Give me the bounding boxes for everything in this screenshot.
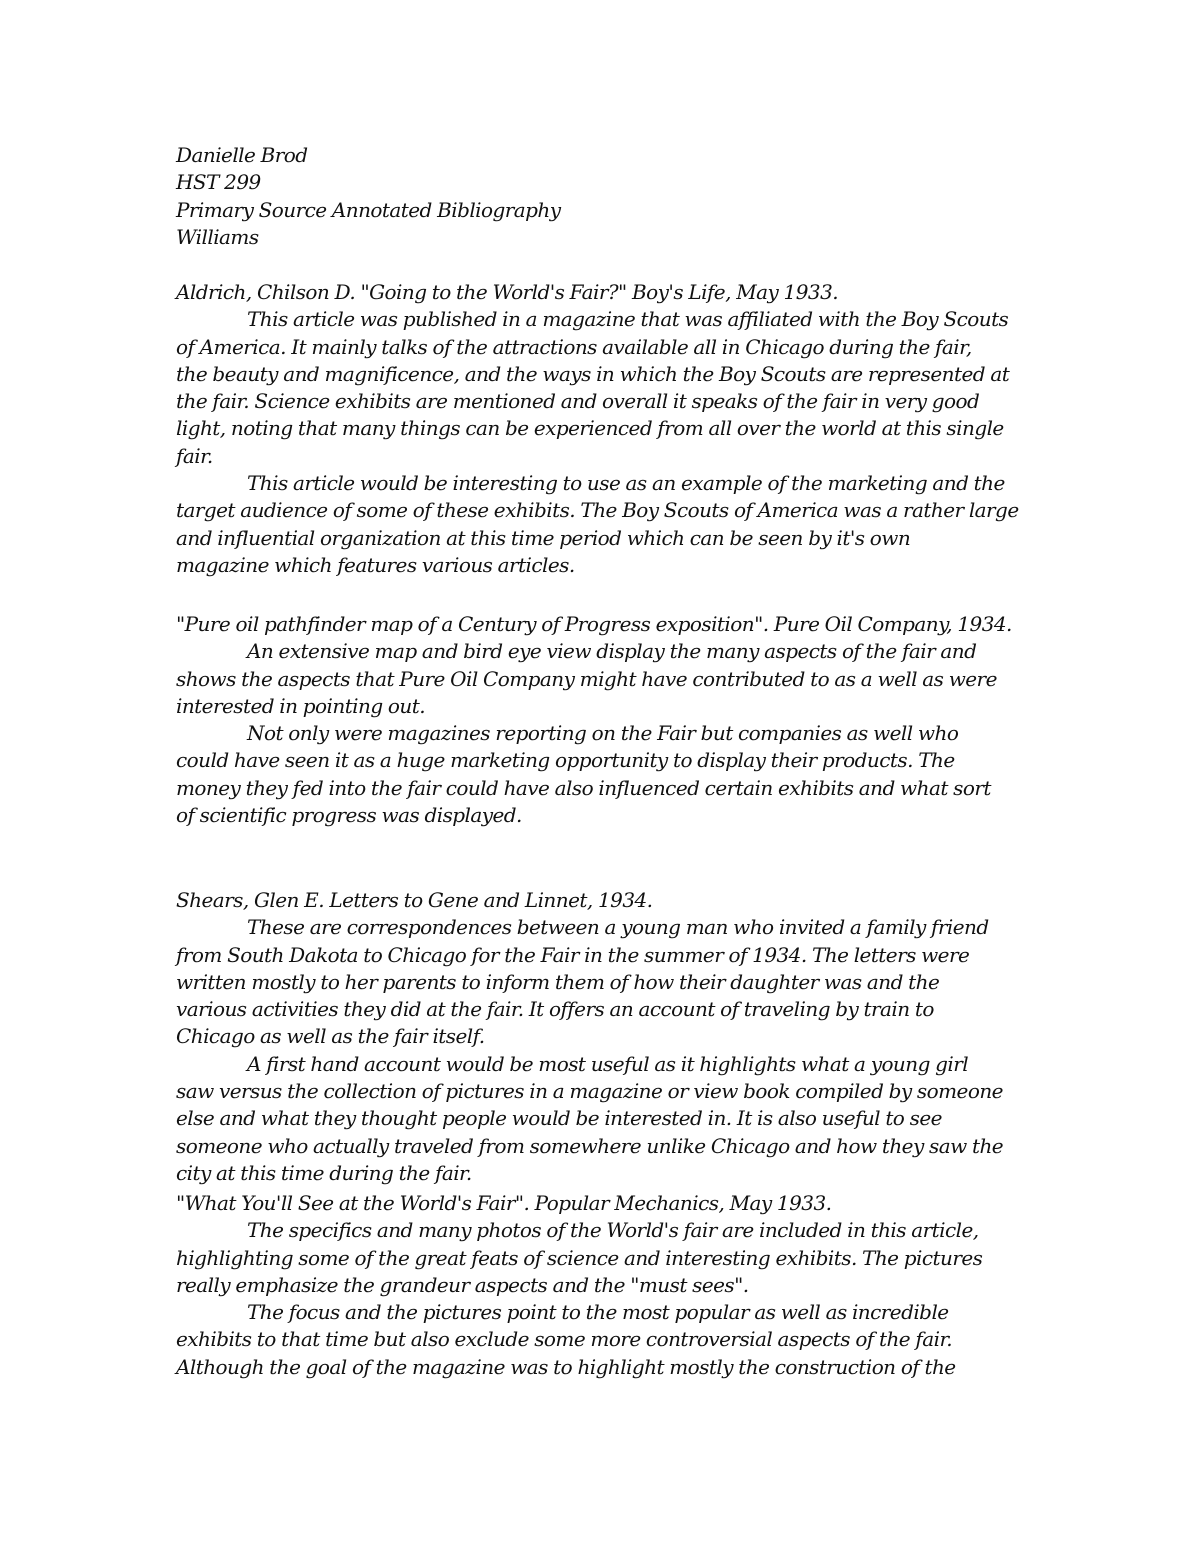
entry-text-line: of America. It mainly talks of the attractions available all in Chicago during the fair, [176, 334, 972, 359]
entry-text-line: This article was published in a magazine that was affiliated with the Boy Scouts [247, 307, 1009, 332]
entry-text-line: The focus and the pictures point to the most popular as well as incredible [247, 1300, 949, 1325]
entry-text-line: the beauty and magnificence, and the ways in which the Boy Scouts are represented at [176, 361, 1010, 386]
entry-text-line: shows the aspects that Pure Oil Company might have contributed to as a well as were [176, 666, 997, 691]
course-code: HST 299 [176, 170, 261, 195]
entry-text-line: The specifics and many photos of the World's fair are included in this article, [247, 1218, 979, 1243]
entry-text-line: Not only were magazines reporting on the Fair but companies as well who [247, 721, 959, 746]
document-header [176, 142, 1036, 251]
entry-text-line: A first hand account would be most useful as it highlights what a young girl [247, 1051, 969, 1076]
entry-citation: Shears, Glen E. Letters to Gene and Linnet, 1934. [176, 888, 653, 912]
entry-text-line: Chicago as well as the fair itself. [176, 1024, 485, 1049]
entry-text-line: various activities they did at the fair. It offers an account of traveling by train to [176, 997, 934, 1022]
assignment-title: Primary Source Annotated Bibliography [176, 197, 561, 222]
entry-text-line: else and what they thought people would be interested in. It is also useful to see [176, 1106, 942, 1131]
entry-text-line: fair. [176, 443, 213, 468]
entry-text-line: These are correspondences between a young man who invited a family friend [247, 915, 989, 940]
bibliography-entry-aldrich [176, 279, 1036, 579]
entry-text-line: could have seen it as a huge marketing opportunity to display their products. The [176, 748, 955, 773]
bibliography-entry-shears [176, 887, 1036, 1187]
entry-text-line: written mostly to her parents to inform them of how their daughter was and the [176, 969, 940, 994]
entry-text-line: magazine which features various articles. [176, 552, 575, 577]
author-name: Danielle Brod [176, 143, 308, 167]
entry-text-line: highlighting some of the great feats of science and interesting exhibits. The pictures [176, 1245, 983, 1270]
bibliography-entry-popular-mechanics [176, 1190, 1036, 1381]
entry-citation: "Pure oil pathfinder map of a Century of Progress exposition". Pure Oil Company, 1934. [176, 612, 1012, 636]
entry-text-line: from South Dakota to Chicago for the Fair in the summer of 1934. The letters were [176, 942, 970, 967]
entry-citation: "What You'll See at the World's Fair". Popular Mechanics, May 1933. [176, 1191, 832, 1215]
entry-text-line: saw versus the collection of pictures in a magazine or view book compiled by someone [176, 1079, 1003, 1104]
entry-text-line: exhibits to that time but also exclude some more controversial aspects of the fair. [176, 1327, 953, 1352]
entry-text-line: Although the goal of the magazine was to highlight mostly the construction of the [176, 1354, 956, 1379]
entry-citation: Aldrich, Chilson D. "Going to the World's Fair?" Boy's Life, May 1933. [176, 280, 839, 304]
bibliography-entry-pure-oil [176, 611, 1036, 829]
entry-text-line: target audience of some of these exhibits. The Boy Scouts of America was a rather large [176, 498, 1019, 523]
entry-text-line: the fair. Science exhibits are mentioned and overall it speaks of the fair in very good [176, 389, 980, 414]
entry-text-line: This article would be interesting to use as an example of the marketing and the [247, 471, 1005, 496]
entry-text-line: of scientific progress was displayed. [176, 803, 522, 828]
instructor-name: Williams [176, 224, 259, 249]
entry-text-line: and influential organization at this time period which can be seen by it's own [176, 525, 911, 550]
entry-text-line: light, noting that many things can be experienced from all over the world at this single [176, 416, 1004, 441]
entry-text-line: city at this time during the fair. [176, 1160, 472, 1185]
entry-text-line: someone who actually traveled from somewhere unlike Chicago and how they saw the [176, 1133, 1004, 1158]
entry-text-line: interested in pointing out. [176, 693, 426, 718]
entry-text-line: An extensive map and bird eye view display the many aspects of the fair and [247, 639, 977, 664]
entry-text-line: really emphasize the grandeur aspects and the "must sees". [176, 1272, 749, 1297]
entry-text-line: money they fed into the fair could have also influenced certain exhibits and what sort [176, 775, 991, 800]
